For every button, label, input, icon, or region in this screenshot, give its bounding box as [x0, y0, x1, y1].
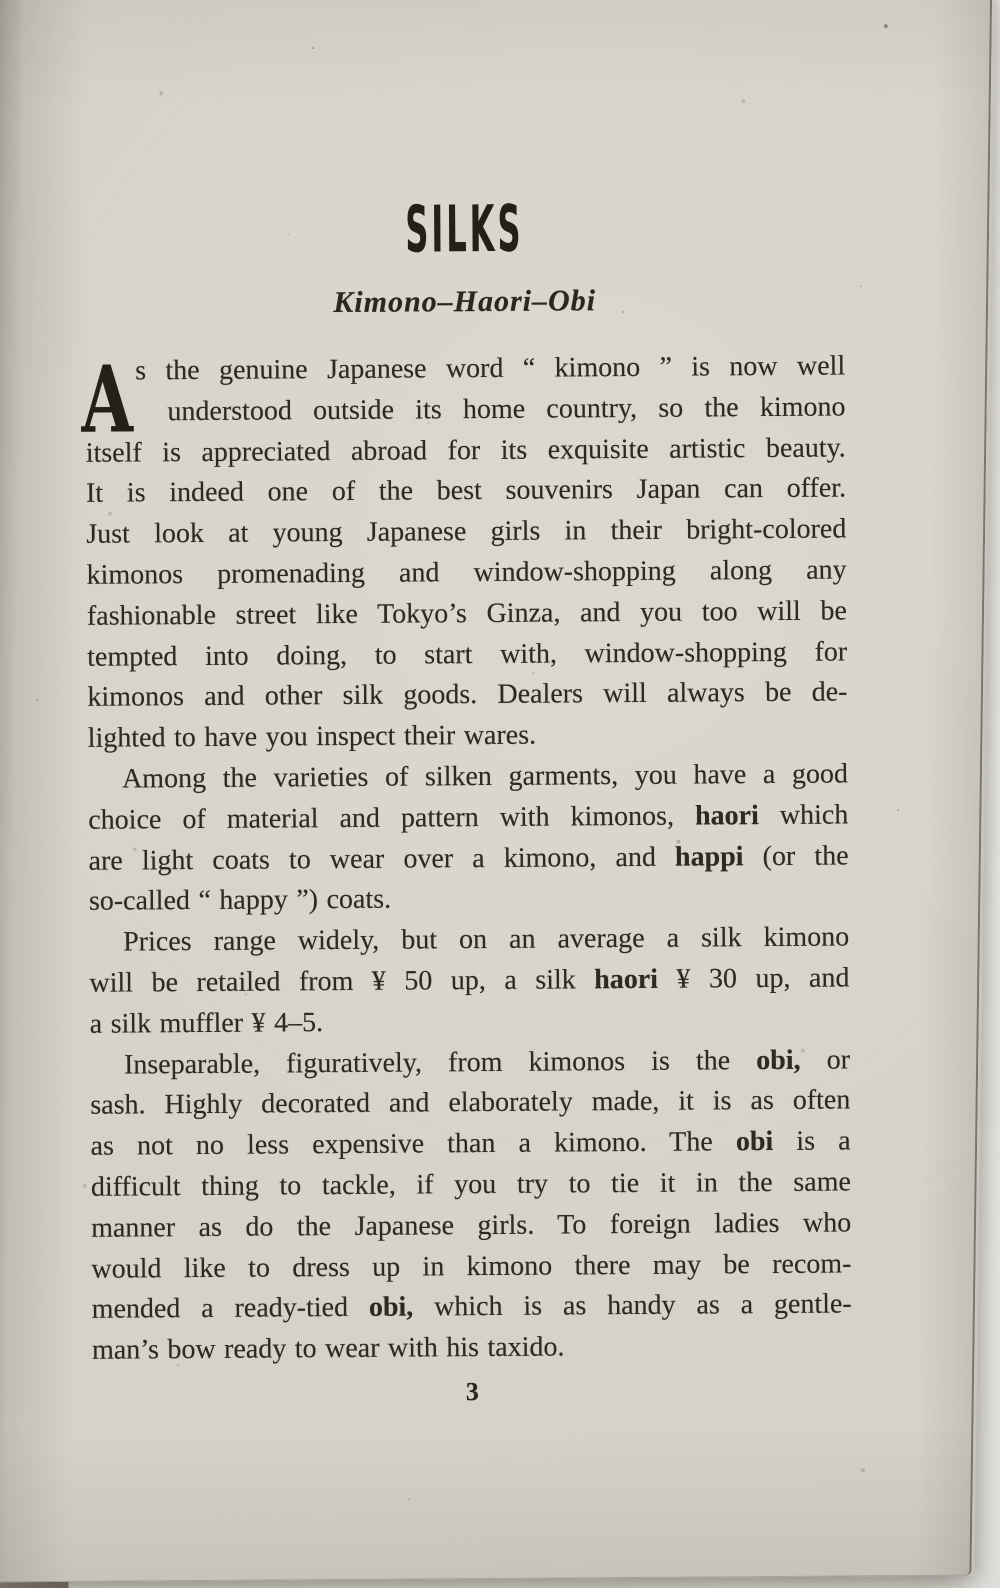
- text-line: so-called “ happy ”) coats.: [88, 884, 392, 918]
- text-line: as not no less expensive than a kimono. The obi is a: [90, 1125, 851, 1162]
- text-line: manner as do the Japanese girls. To foreign ladies who: [91, 1207, 852, 1244]
- text-line: difficult thing to tackle, if you try to tie it in the same: [90, 1166, 851, 1203]
- text-line: Among the varieties of silken garments, you have a good: [121, 758, 849, 795]
- text-line: kimonos promenading and window-shopping along any: [86, 554, 847, 591]
- text-line: are light coats to wear over a kimono, and happi (or the: [88, 840, 849, 877]
- text-line: itself is appreciated abroad for its exquisite artistic beauty.: [85, 432, 846, 469]
- text-line: Inseparable, figuratively, from kimonos is the obi, or: [123, 1043, 851, 1081]
- page-number: 3: [465, 1377, 479, 1407]
- text-line: Prices range widely, but on an average a silk kimono: [123, 921, 850, 958]
- text-line: will be retailed from ¥ 50 up, a silk haori ¥ 30 up, and: [89, 962, 850, 999]
- text-line: Just look at young Japanese girls in their bright-colored: [86, 513, 847, 550]
- text-line: sash. Highly decorated and elaborately made, it is as often: [90, 1084, 851, 1122]
- text-line: man’s bow ready to wear with his taxido.: [91, 1331, 565, 1366]
- text-line: It is indeed one of the best souvenirs Japan can offer.: [85, 472, 847, 510]
- text-line: fashionable street like Tokyo’s Ginza, and you too will be: [86, 595, 847, 632]
- chapter-title-text: SILKS: [404, 192, 524, 268]
- text-line: mended a ready-tied obi, which is as handy as a gentle-: [91, 1288, 852, 1326]
- text-line: would like to dress up in kimono there may be recom-: [91, 1247, 852, 1285]
- drop-cap-letter: A: [81, 345, 134, 454]
- text-line: choice of material and pattern with kimonos, haori which: [88, 799, 849, 836]
- text-line: a silk muffler ¥ 4–5.: [89, 1006, 324, 1040]
- chapter-title: [84, 192, 844, 268]
- body-text: [81, 345, 852, 1371]
- text-line: tempted into doing, to start with, window-shopping for: [87, 636, 848, 673]
- text-line: s the genuine Japanese word “ kimono ” is now well: [135, 350, 846, 387]
- text-line: lighted to have you inspect their wares.: [87, 719, 537, 754]
- text-line: understood outside its home country, so the kimono: [167, 391, 846, 427]
- chapter-subtitle: Kimono–Haori–Obi: [333, 284, 597, 320]
- text-line: kimonos and other silk goods. Dealers will always be de-: [87, 676, 848, 714]
